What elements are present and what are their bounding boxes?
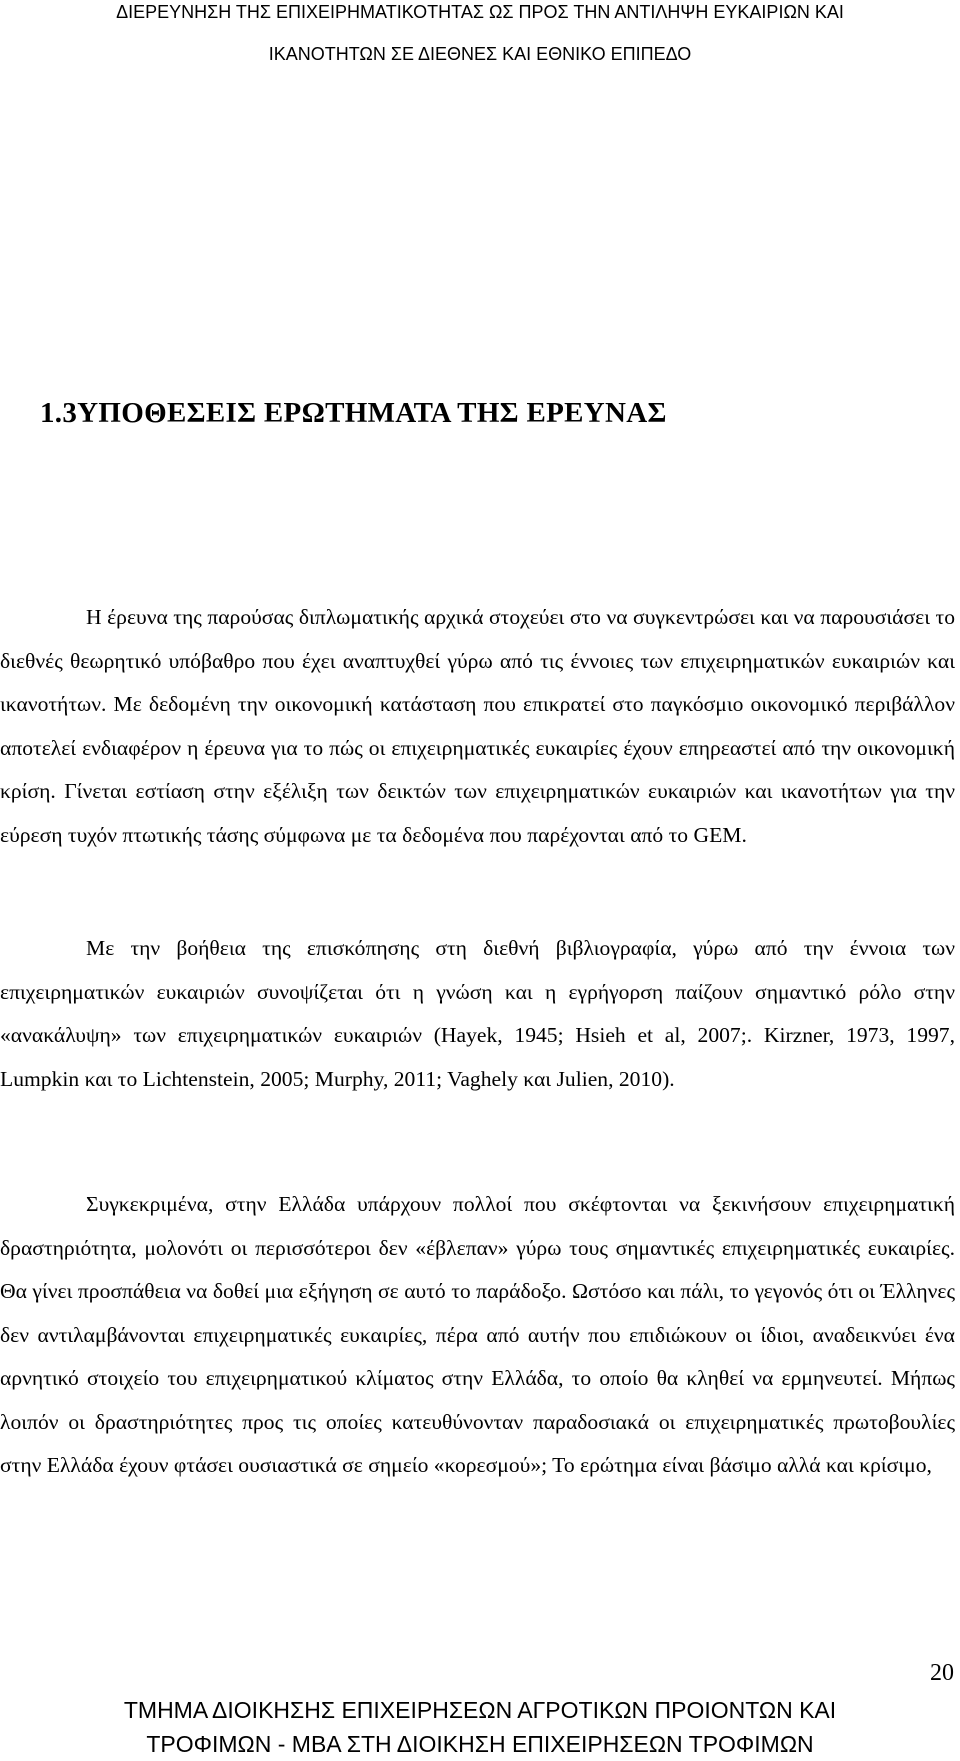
- paragraph-3: [0, 1183, 955, 1488]
- paragraph-1-text: Η έρευνα της παρούσας διπλωματικής αρχικά στοχεύει στο να συγκεντρώσει και να παρουσιάσει το διεθνές θεωρητικό υπόβαθρο που έχει αναπτυχθεί γύρω από τις έννοιες των επιχειρηματικών ευκαιριών και ικανοτήτων. Με δεδομένη την οικονομική κατάσταση που επικρατεί στο παγκόσμιο οικονομικό περιβάλλον αποτελεί ενδιαφέρον η έρευνα για το πώς οι επιχειρηματικές ευκαιρίες έχουν επηρεαστεί από την οικονομική κρίση. Γίνεται εστίαση στην εξέλιξη των δεικτών των επιχειρηματικών ευκαιριών και ικανοτήτων για την εύρεση τυχόν πτωτικής τάσης σύμφωνα με τα δεδομένα που παρέχονται από το GEM.: [0, 605, 955, 847]
- paragraph-1: [0, 596, 955, 857]
- section-heading: 1.3ΥΠΟΘΕΣΕΙΣ ΕΡΩΤΗΜΑΤΑ ΤΗΣ ΕΡΕΥΝΑΣ: [40, 397, 667, 429]
- paragraph-2-text: Με την βοήθεια της επισκόπησης στη διεθνή βιβλιογραφία, γύρω από την έννοια των επιχειρηματικών ευκαιριών συνοψίζεται ότι η γνώση και η εγρήγορση παίζουν σημαντικό ρόλο στην «ανακάλυψη» των επιχειρηματικών ευκαιριών (Hayek, 1945; Hsieh et al, 2007;. Kirzner, 1973, 1997, Lumpkin και το Lichtenstein, 2005; Murphy, 2011; Vaghely και Julien, 2010).: [0, 936, 955, 1091]
- header-line-2: ΙΚΑΝΟΤΗΤΩΝ ΣΕ ΔΙΕΘΝΕΣ ΚΑΙ ΕΘΝΙΚΟ ΕΠΙΠΕΔΟ: [268, 44, 692, 64]
- footer-line-2: ΤΡΟΦΙΜΩΝ - MBA ΣΤΗ ΔΙΟΙΚΗΣΗ ΕΠΙΧΕΙΡΗΣΕΩΝ ΤΡΟΦΙΜΩΝ: [146, 1731, 814, 1757]
- page-number: 20: [930, 1660, 954, 1686]
- footer-line-1: ΤΜΗΜΑ ΔΙΟΙΚΗΣΗΣ ΕΠΙΧΕΙΡΗΣΕΩΝ ΑΓΡΟΤΙΚΩΝ ΠΡΟΙΟΝΤΩΝ ΚΑΙ: [123, 1697, 837, 1723]
- paragraph-3-text: Συγκεκριμένα, στην Ελλάδα υπάρχουν πολλοί που σκέφτονται να ξεκινήσουν επιχειρηματική δραστηριότητα, μολονότι οι περισσότεροι δεν «έβλεπαν» γύρω τους σημαντικές επιχειρηματικές ευκαιρίες. Θα γίνει προσπάθεια να δοθεί μια εξήγηση σε αυτό το παράδοξο. Ωστόσο και πάλι, το γεγονός ότι οι Έλληνες δεν αντιλαμβάνονται επιχειρηματικές ευκαιρίες, πέρα από αυτήν που επιδιώκουν οι ίδιοι, αναδεικνύει ένα αρνητικό στοιχείο του επιχειρηματικού κλίματος στην Ελλάδα, το οποίο θα κληθεί να ερμηνευτεί. Μήπως λοιπόν οι δραστηριότητες προς τις οποίες κατευθύνονταν παραδοσιακά οι επιχειρηματικές πρωτοβουλίες στην Ελλάδα έχουν φτάσει ουσιαστικά σε σημείο «κορεσμού»; Το ερώτημα είναι βάσιμο αλλά και κρίσιμο,: [0, 1192, 955, 1477]
- header-line-1: ΔΙΕΡΕΥΝΗΣΗ ΤΗΣ ΕΠΙΧΕΙΡΗΜΑΤΙΚΟΤΗΤΑΣ ΩΣ ΠΡΟΣ ΤΗΝ ΑΝΤΙΛΗΨΗ ΕΥΚΑΙΡΙΩΝ ΚΑΙ: [116, 2, 844, 22]
- paragraph-2: [0, 927, 955, 1101]
